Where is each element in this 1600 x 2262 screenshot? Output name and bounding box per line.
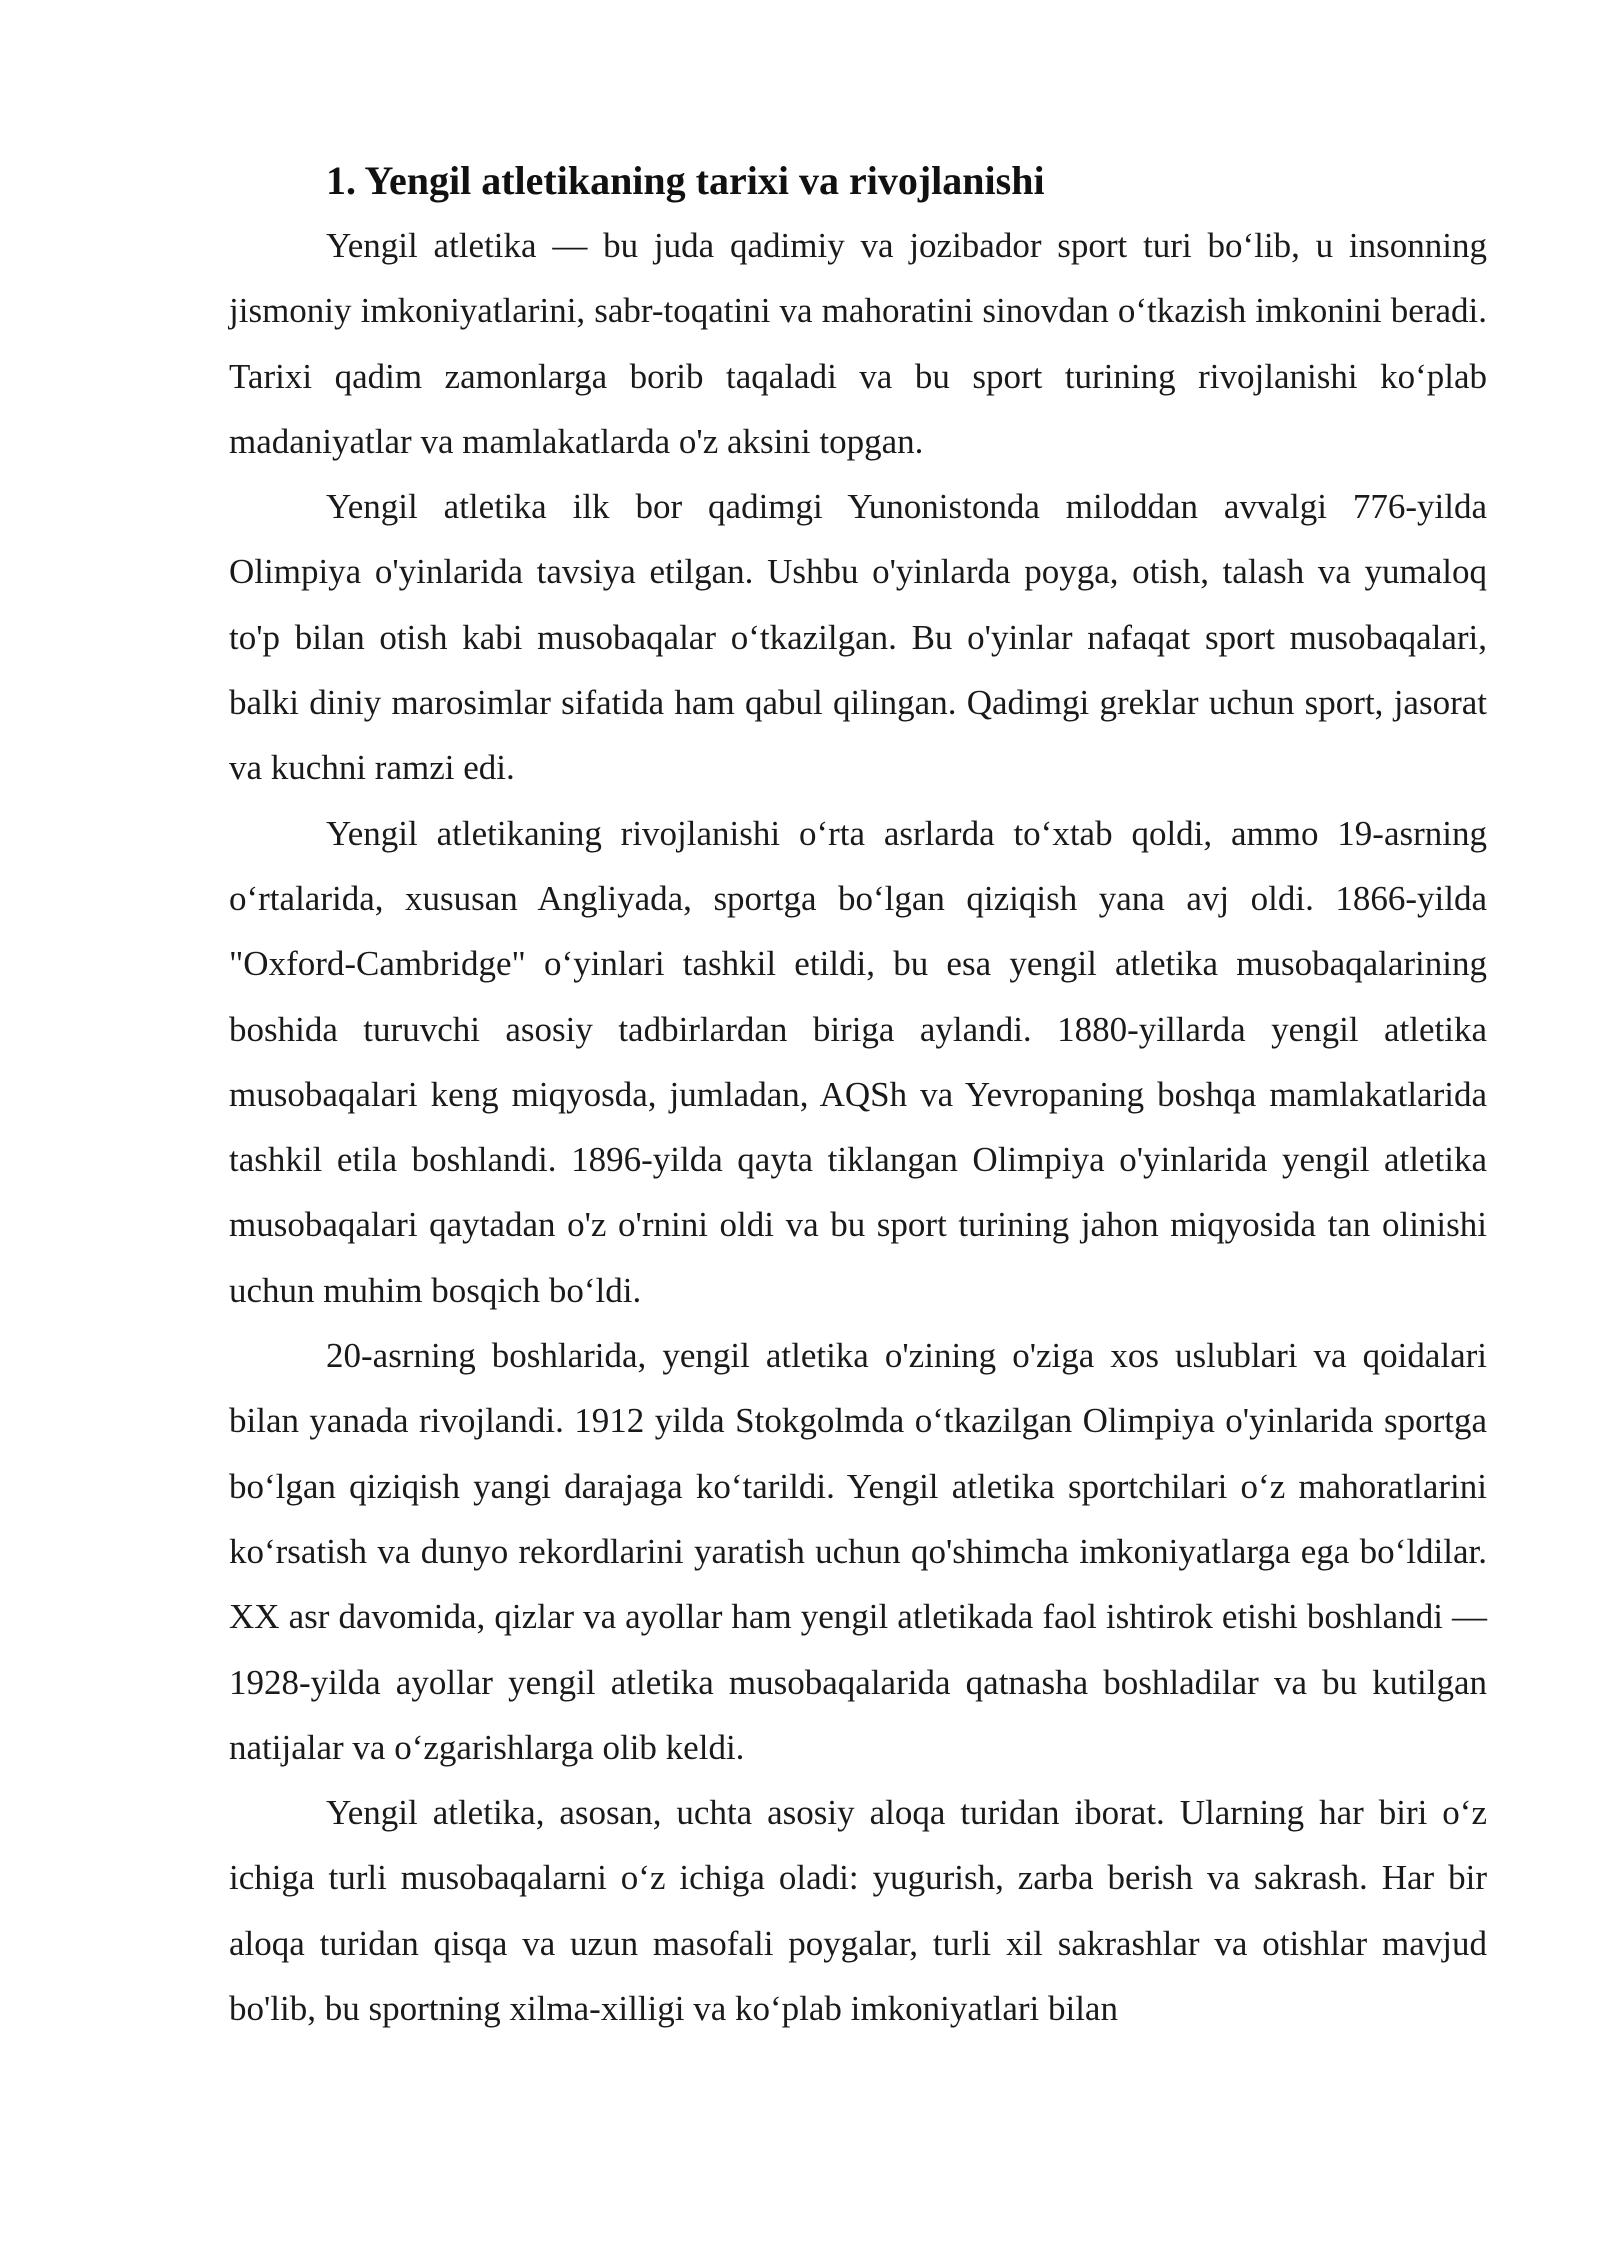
paragraph-2: Yengil atletika ilk bor qadimgi Yunonistonda miloddan avvalgi 776-yilda Olimpiya o'yinlarida tavsiya etilgan. Ushbu o'yinlarda poyga, otish, talash va yumaloq to'p bilan otish kabi musobaqalar o‘tkazilgan. Bu o'yinlar nafaqat sport musobaqalari, balki diniy marosimlar sifatida ham qabul qilingan. Qadimgi greklar uchun sport, jasorat va kuchni ramzi edi. — [229, 487, 1487, 788]
paragraph-5: Yengil atletika, asosan, uchta asosiy aloqa turidan iborat. Ularning har biri o‘z ichiga turli musobaqalarni o‘z ichiga oladi: yugurish, zarba berish va sakrash. Har bir aloqa turidan qisqa va uzun masofali poygalar, turli xil sakrashlar va otishlar mavjud bo'lib, bu sportning xilma-xilligi va ko‘plab imkoniyatlari bilan — [229, 1793, 1487, 2029]
paragraph-1: Yengil atletika — bu juda qadimiy va jozibador sport turi bo‘lib, u insonning jismoniy imkoniyatlarini, sabr-toqatini va mahoratini sinovdan o‘tkazish imkonini beradi. Tarixi qadim zamonlarga borib taqaladi va bu sport turining rivojlanishi ko‘plab madaniyatlar va mamlakatlarda o'z aksini topgan. — [229, 226, 1487, 461]
paragraph-3: Yengil atletikaning rivojlanishi o‘rta asrlarda to‘xtab qoldi, ammo 19-asrning o‘rtalarida, xususan Angliyada, sportga bo‘lgan qiziqish yana avj oldi. 1866-yilda "Oxford-Cambridge" o‘yinlari tashkil etildi, bu esa yengil atletika musobaqalarining boshida turuvchi asosiy tadbirlardan biriga aylandi. 1880-yillarda yengil atletika musobaqalari keng miqyosda, jumladan, AQSh va Yevropaning boshqa mamlakatlarida tashkil etila boshlandi. 1896-yilda qayta tiklangan Olimpiya o'yinlarida yengil atletika musobaqalari qaytadan o'z o'rnini oldi va bu sport turining jahon miqyosida tan olinishi uchun muhim bosqich bo‘ldi. — [229, 813, 1487, 1310]
document-body — [229, 148, 1487, 2041]
section-heading: 1. Yengil atletikaning tarixi va rivojlanishi — [326, 158, 1045, 203]
paragraph-4: 20-asrning boshlarida, yengil atletika o'zining o'ziga xos uslublari va qoidalari bilan yanada rivojlandi. 1912 yilda Stokgolmda o‘tkazilgan Olimpiya o'yinlarida sportga bo‘lgan qiziqish yangi darajaga ko‘tarildi. Yengil atletika sportchilari o‘z mahoratlarini ko‘rsatish va dunyo rekordlarini yaratish uchun qo'shimcha imkoniyatlarga ega bo‘ldilar. XX asr davomida, qizlar va ayollar ham yengil atletikada faol ishtirok etishi boshlandi — 1928-yilda ayollar yengil atletika musobaqalarida qatnasha boshladilar va bu kutilgan natijalar va o‘zgarishlarga olib keldi. — [229, 1336, 1487, 1767]
